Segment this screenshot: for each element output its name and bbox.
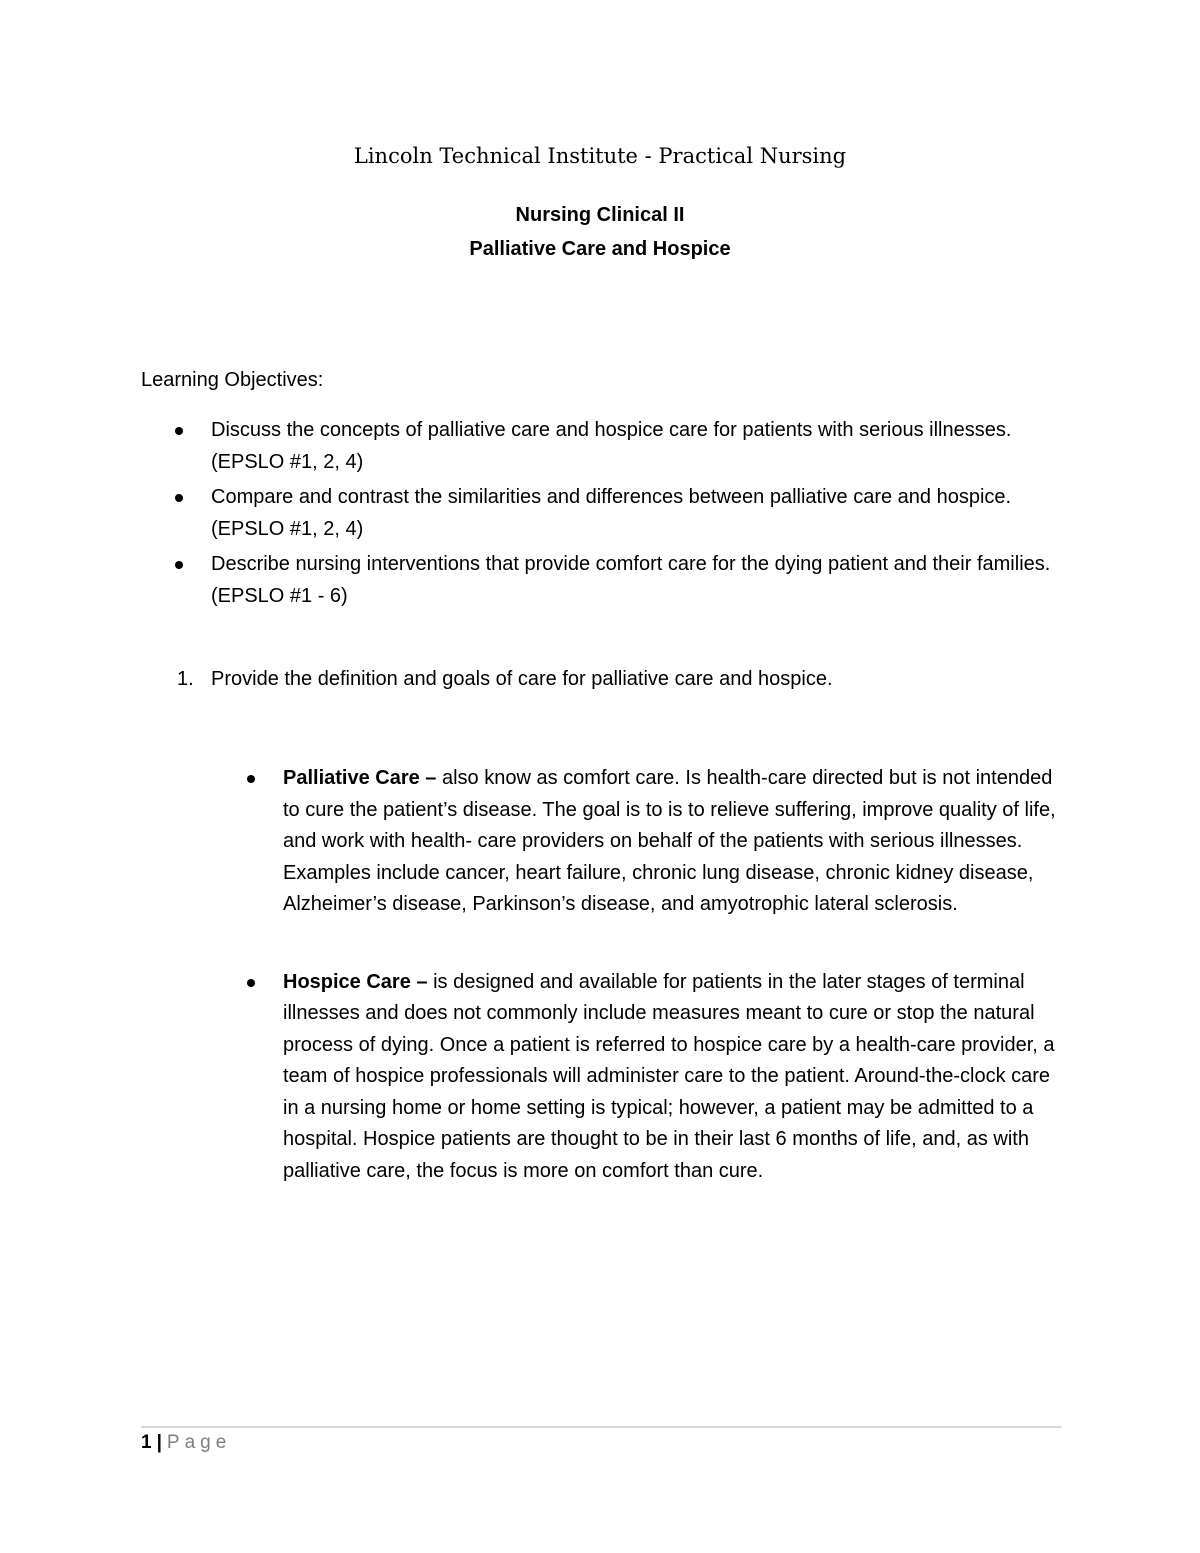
answers-list [212, 763, 1062, 1233]
objective-item [141, 482, 1061, 545]
footer-divider [141, 1426, 1061, 1428]
bullet-icon [175, 561, 183, 569]
learning-objectives-list [141, 415, 1061, 616]
learning-objectives-heading: Learning Objectives: [141, 369, 324, 391]
page-footer [141, 1430, 231, 1456]
page-label: Page [166, 1432, 232, 1453]
footer-separator: | [156, 1432, 162, 1453]
bullet-icon [175, 494, 183, 502]
objective-text: Describe nursing interventions that provide comfort care for the dying patient and their families. (EPSLO #1 - 6) [211, 553, 1051, 607]
answer-term: Palliative Care – [283, 767, 437, 789]
objective-text: Compare and contrast the similarities and differences between palliative care and hospice. (EPSLO #1, 2, 4) [211, 486, 1012, 540]
answer-text: is designed and available for patients in the later stages of terminal illnesses and does not commonly include measures meant to cure or stop the natural process of dying. Once a patient is referred to hospice care by a health-care provider, a team of hospice professionals will administer care to the patient. Around-the-clock care in a nursing home or home setting is typical; however, a patient may be admitted to a hospital. Hospice patients are thought to be in their last 6 months of life, and, as with palliative care, the focus is more on comfort than cure. [283, 970, 1055, 1182]
institute-title: Lincoln Technical Institute - Practical Nursing [353, 144, 847, 168]
bullet-icon [247, 979, 255, 987]
answer-text: also know as comfort care. Is health-care directed but is not intended to cure the patient’s disease. The goal is to is to relieve suffering, improve quality of life, and work with health- care providers on behalf of the patients with serious illnesses. Examples include cancer, heart failure, chronic lung disease, chronic kidney disease, Alzheimer’s disease, Parkinson’s disease, and amyotrophic lateral sclerosis. [283, 767, 1056, 915]
answer-term: Hospice Care – [283, 970, 428, 993]
bullet-icon [247, 775, 255, 783]
objective-item [141, 415, 1061, 478]
objective-item [141, 549, 1061, 612]
objective-text: Discuss the concepts of palliative care and hospice care for patients with serious illnesses. (EPSLO #1, 2, 4) [211, 419, 1012, 473]
answer-item-hospice-care [212, 967, 1062, 1188]
course-title: Nursing Clinical II [515, 204, 685, 226]
page-number: 1 [141, 1432, 152, 1453]
answer-item-palliative-care [212, 763, 1062, 921]
topic-title: Palliative Care and Hospice [469, 238, 731, 260]
question-text: Provide the definition and goals of care for palliative care and hospice. [211, 668, 833, 690]
bullet-icon [175, 427, 183, 435]
question-number: 1. [177, 668, 194, 690]
